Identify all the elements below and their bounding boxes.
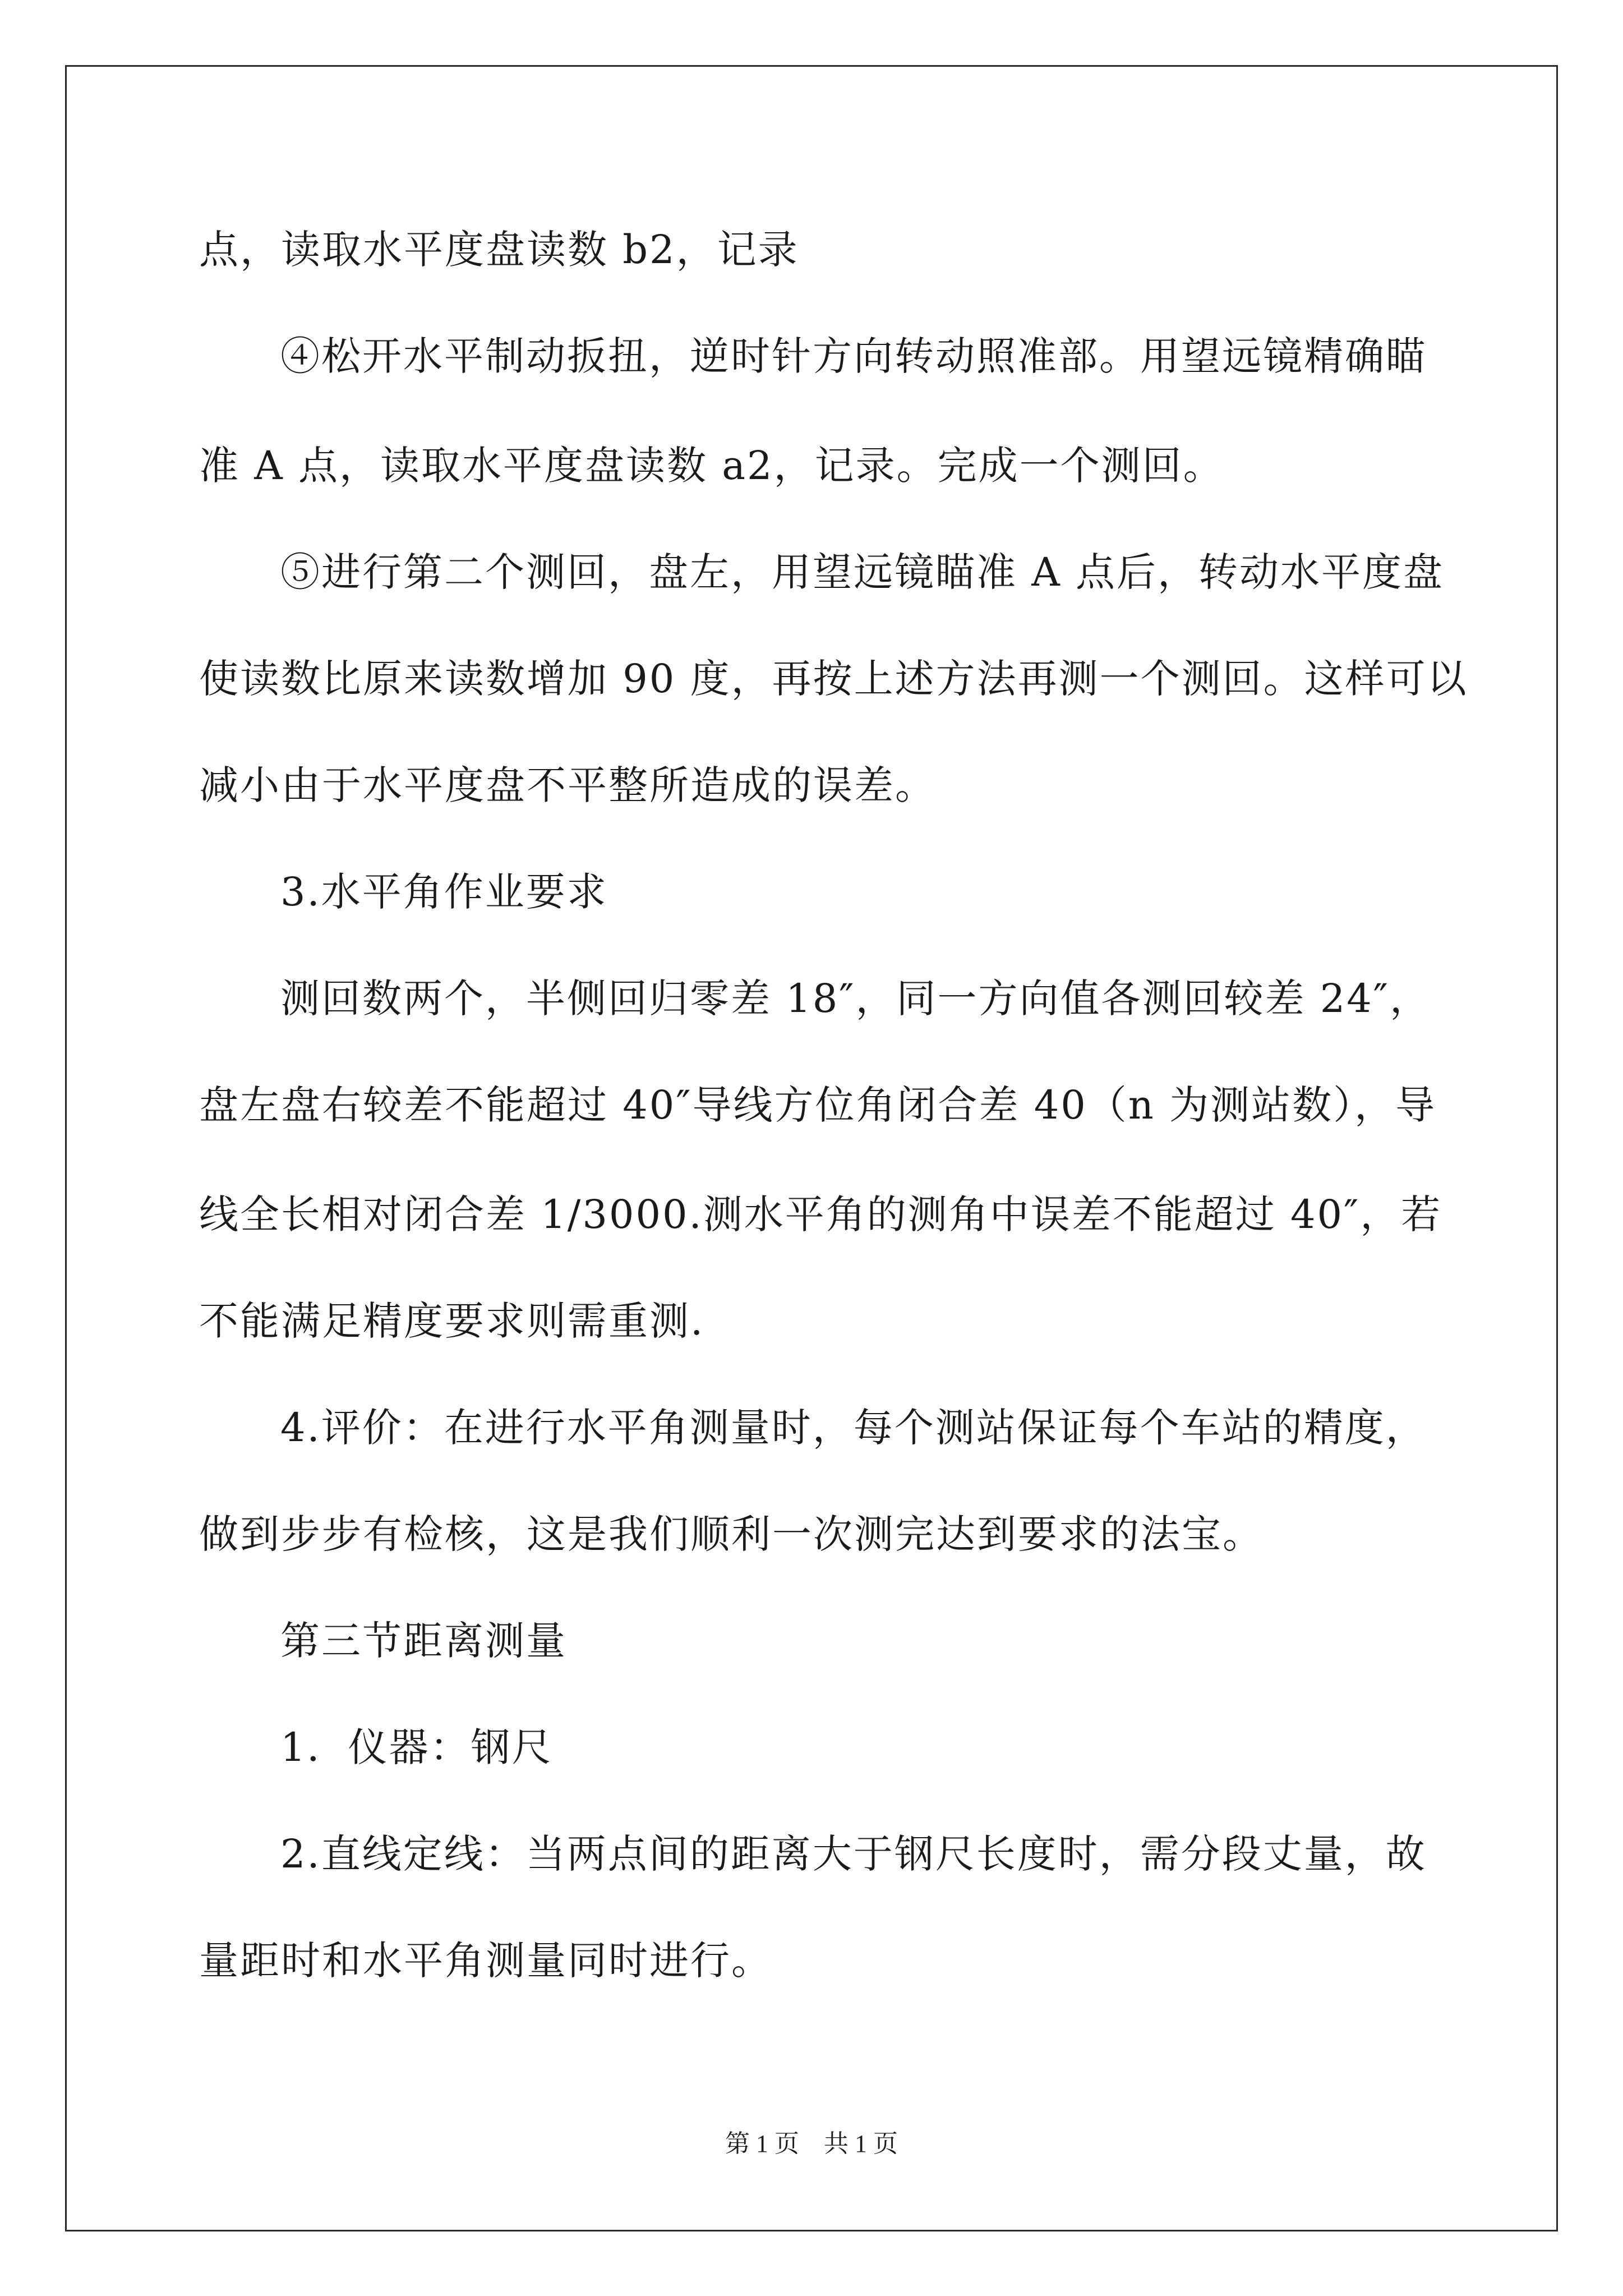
text-line: ⑤进行第二个测回，盘左，用望远镜瞄准 A 点后，转动水平度盘	[280, 549, 1445, 595]
text-line: 盘左盘右较差不能超过 40″导线方位角闭合差 40（n 为测站数），导	[199, 1082, 1437, 1128]
page-number-footer: 第 1 页 共 1 页	[725, 2130, 898, 2157]
text-line: 量距时和水平角测量同时进行。	[199, 1938, 772, 1984]
text-line: 测回数两个，半侧回归零差 18″，同一方向值各测回较差 24″，	[280, 976, 1431, 1022]
text-line: 做到步步有检核，这是我们顺利一次测完达到要求的法宝。	[199, 1511, 1264, 1557]
text-line: 2.直线定线：当两点间的距离大于钢尺长度时，需分段丈量，故	[280, 1831, 1427, 1877]
text-line: 1．仪器：钢尺	[280, 1724, 553, 1770]
text-line: ④松开水平制动扳扭，逆时针方向转动照准部。用望远镜精确瞄	[280, 333, 1427, 379]
section-heading: 第三节距离测量	[280, 1618, 567, 1664]
text-line: 4.评价：在进行水平角测量时，每个测站保证每个车站的精度，	[280, 1405, 1427, 1451]
text-line: 线全长相对闭合差 1/3000.测水平角的测角中误差不能超过 40″，若	[199, 1191, 1442, 1237]
text-line: 点，读取水平度盘读数 b2，记录	[199, 227, 799, 273]
text-line: 准 A 点，读取水平度盘读数 a2，记录。完成一个测回。	[199, 443, 1224, 489]
text-line: 使读数比原来读数增加 90 度，再按上述方法再测一个测回。这样可以	[199, 656, 1468, 702]
text-line: 不能满足精度要求则需重测.	[199, 1298, 705, 1344]
text-line: 减小由于水平度盘不平整所造成的误差。	[199, 762, 936, 808]
section-heading: 3.水平角作业要求	[280, 869, 608, 915]
